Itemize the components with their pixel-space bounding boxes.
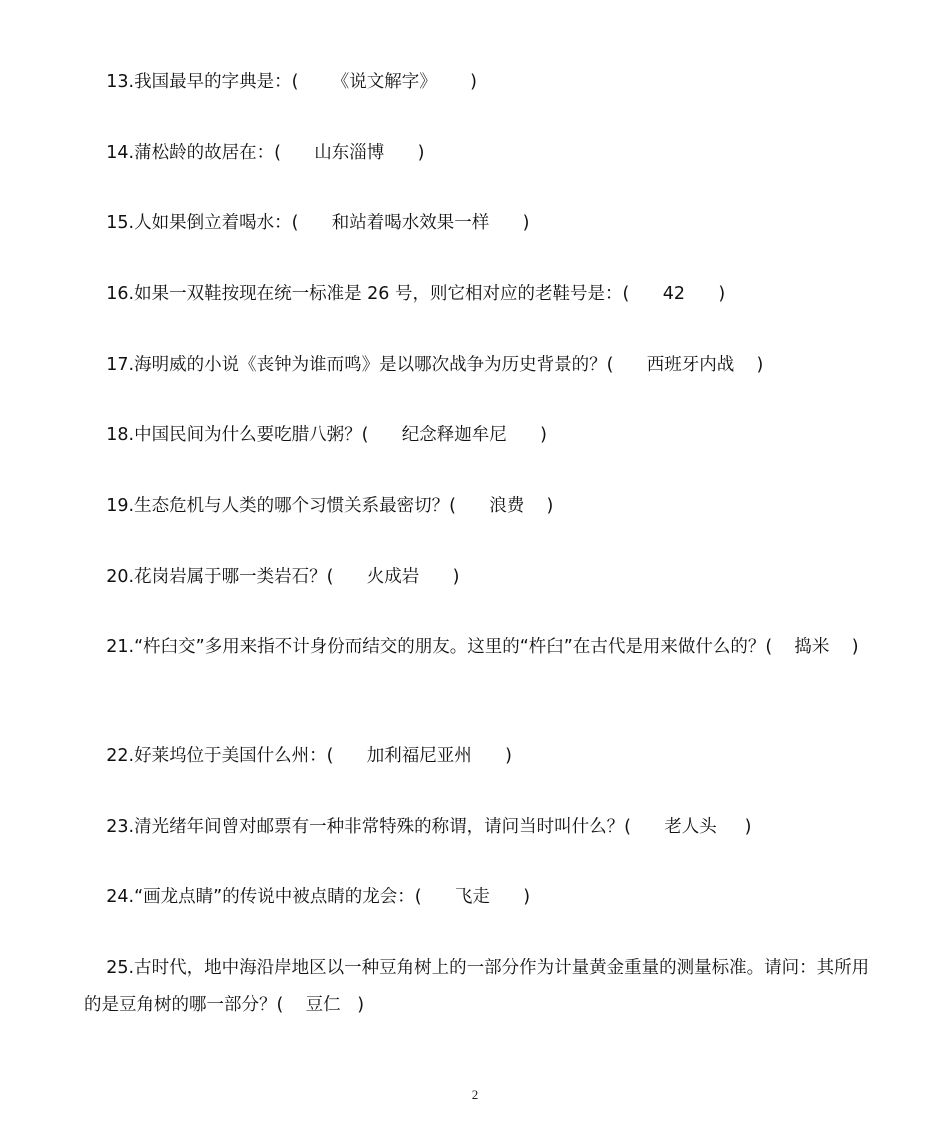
question-17: 17.海明威的小说《丧钟为谁而鸣》是以哪次战争为历史背景的？( 西班牙内战 )	[84, 355, 764, 375]
question-19: 19.生态危机与人类的哪个习惯关系最密切？( 浪费 )	[84, 496, 554, 516]
question-15: 15.人如果倒立着喝水：( 和站着喝水效果一样 )	[84, 213, 530, 233]
question-20: 20.花岗岩属于哪一类岩石？( 火成岩 )	[84, 567, 460, 587]
question-13: 13.我国最早的字典是：( 《说文解字》 )	[84, 72, 478, 92]
page-number: 2	[471, 1087, 479, 1102]
question-21: 21.“杵臼交”多用来指不计身份而结交的朋友。这里的“杵臼”在古代是用来做什么的？( 捣米 )	[84, 637, 859, 657]
question-25: 25.古时代，地中海沿岸地区以一种豆角树上的一部分作为计量黄金重量的测量标准。请问：其所用的是豆角树的哪一部分？( 豆仁 )	[84, 958, 870, 1015]
question-24: 24.“画龙点睛”的传说中被点睛的龙会：( 飞走 )	[84, 887, 531, 907]
question-16: 16.如果一双鞋按现在统一标准是 26 号，则它相对应的老鞋号是：( 42 )	[84, 284, 726, 304]
question-18: 18.中国民间为什么要吃腊八粥？( 纪念释迦牟尼 )	[84, 425, 548, 445]
question-23: 23.清光绪年间曾对邮票有一种非常特殊的称谓，请问当时叫什么？( 老人头 )	[84, 817, 752, 837]
question-14: 14.蒲松龄的故居在：( 山东淄博 )	[84, 143, 425, 163]
question-22: 22.好莱坞位于美国什么州：( 加利福尼亚州 )	[84, 746, 513, 766]
